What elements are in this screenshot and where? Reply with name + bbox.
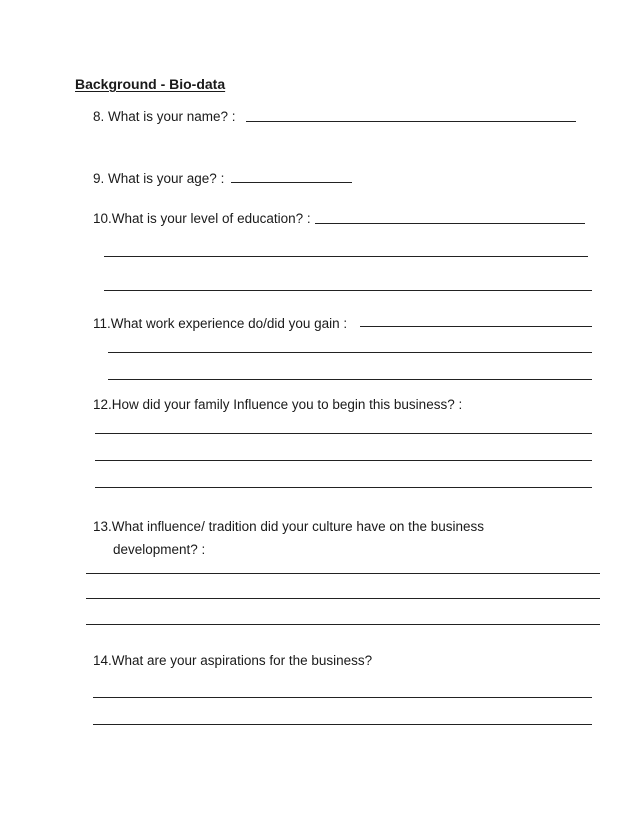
question-13-label-continued: development? : (113, 542, 206, 557)
answer-line-q11[interactable] (108, 352, 592, 353)
section-heading: Background - Bio-data (75, 76, 226, 92)
question-10-label: 10.What is your level of education? : (93, 211, 311, 226)
answer-line-q13[interactable] (86, 624, 600, 625)
answer-line-q14[interactable] (93, 697, 592, 698)
answer-line-q8[interactable] (246, 121, 576, 122)
answer-line-q10[interactable] (104, 256, 588, 257)
question-8-label: 8. What is your name? : (93, 109, 236, 124)
answer-line-q11[interactable] (108, 379, 592, 380)
question-12-label: 12.How did your family Influence you to begin this business? : (93, 397, 463, 412)
answer-line-q14[interactable] (93, 724, 592, 725)
question-9-label: 9. What is your age? : (93, 171, 225, 186)
answer-line-q10[interactable] (104, 290, 592, 291)
question-14-label: 14.What are your aspirations for the business? (93, 653, 373, 668)
question-11-label: 11.What work experience do/did you gain : (93, 316, 348, 331)
answer-line-q13[interactable] (86, 573, 600, 574)
answer-line-q13[interactable] (86, 598, 600, 599)
answer-line-q12[interactable] (95, 460, 592, 461)
answer-line-q12[interactable] (95, 487, 592, 488)
answer-line-q11[interactable] (360, 326, 592, 327)
answer-line-q9[interactable] (231, 182, 352, 183)
answer-line-q12[interactable] (95, 433, 592, 434)
answer-line-q10[interactable] (315, 223, 585, 224)
question-13-label: 13.What influence/ tradition did your culture have on the business (93, 519, 484, 534)
